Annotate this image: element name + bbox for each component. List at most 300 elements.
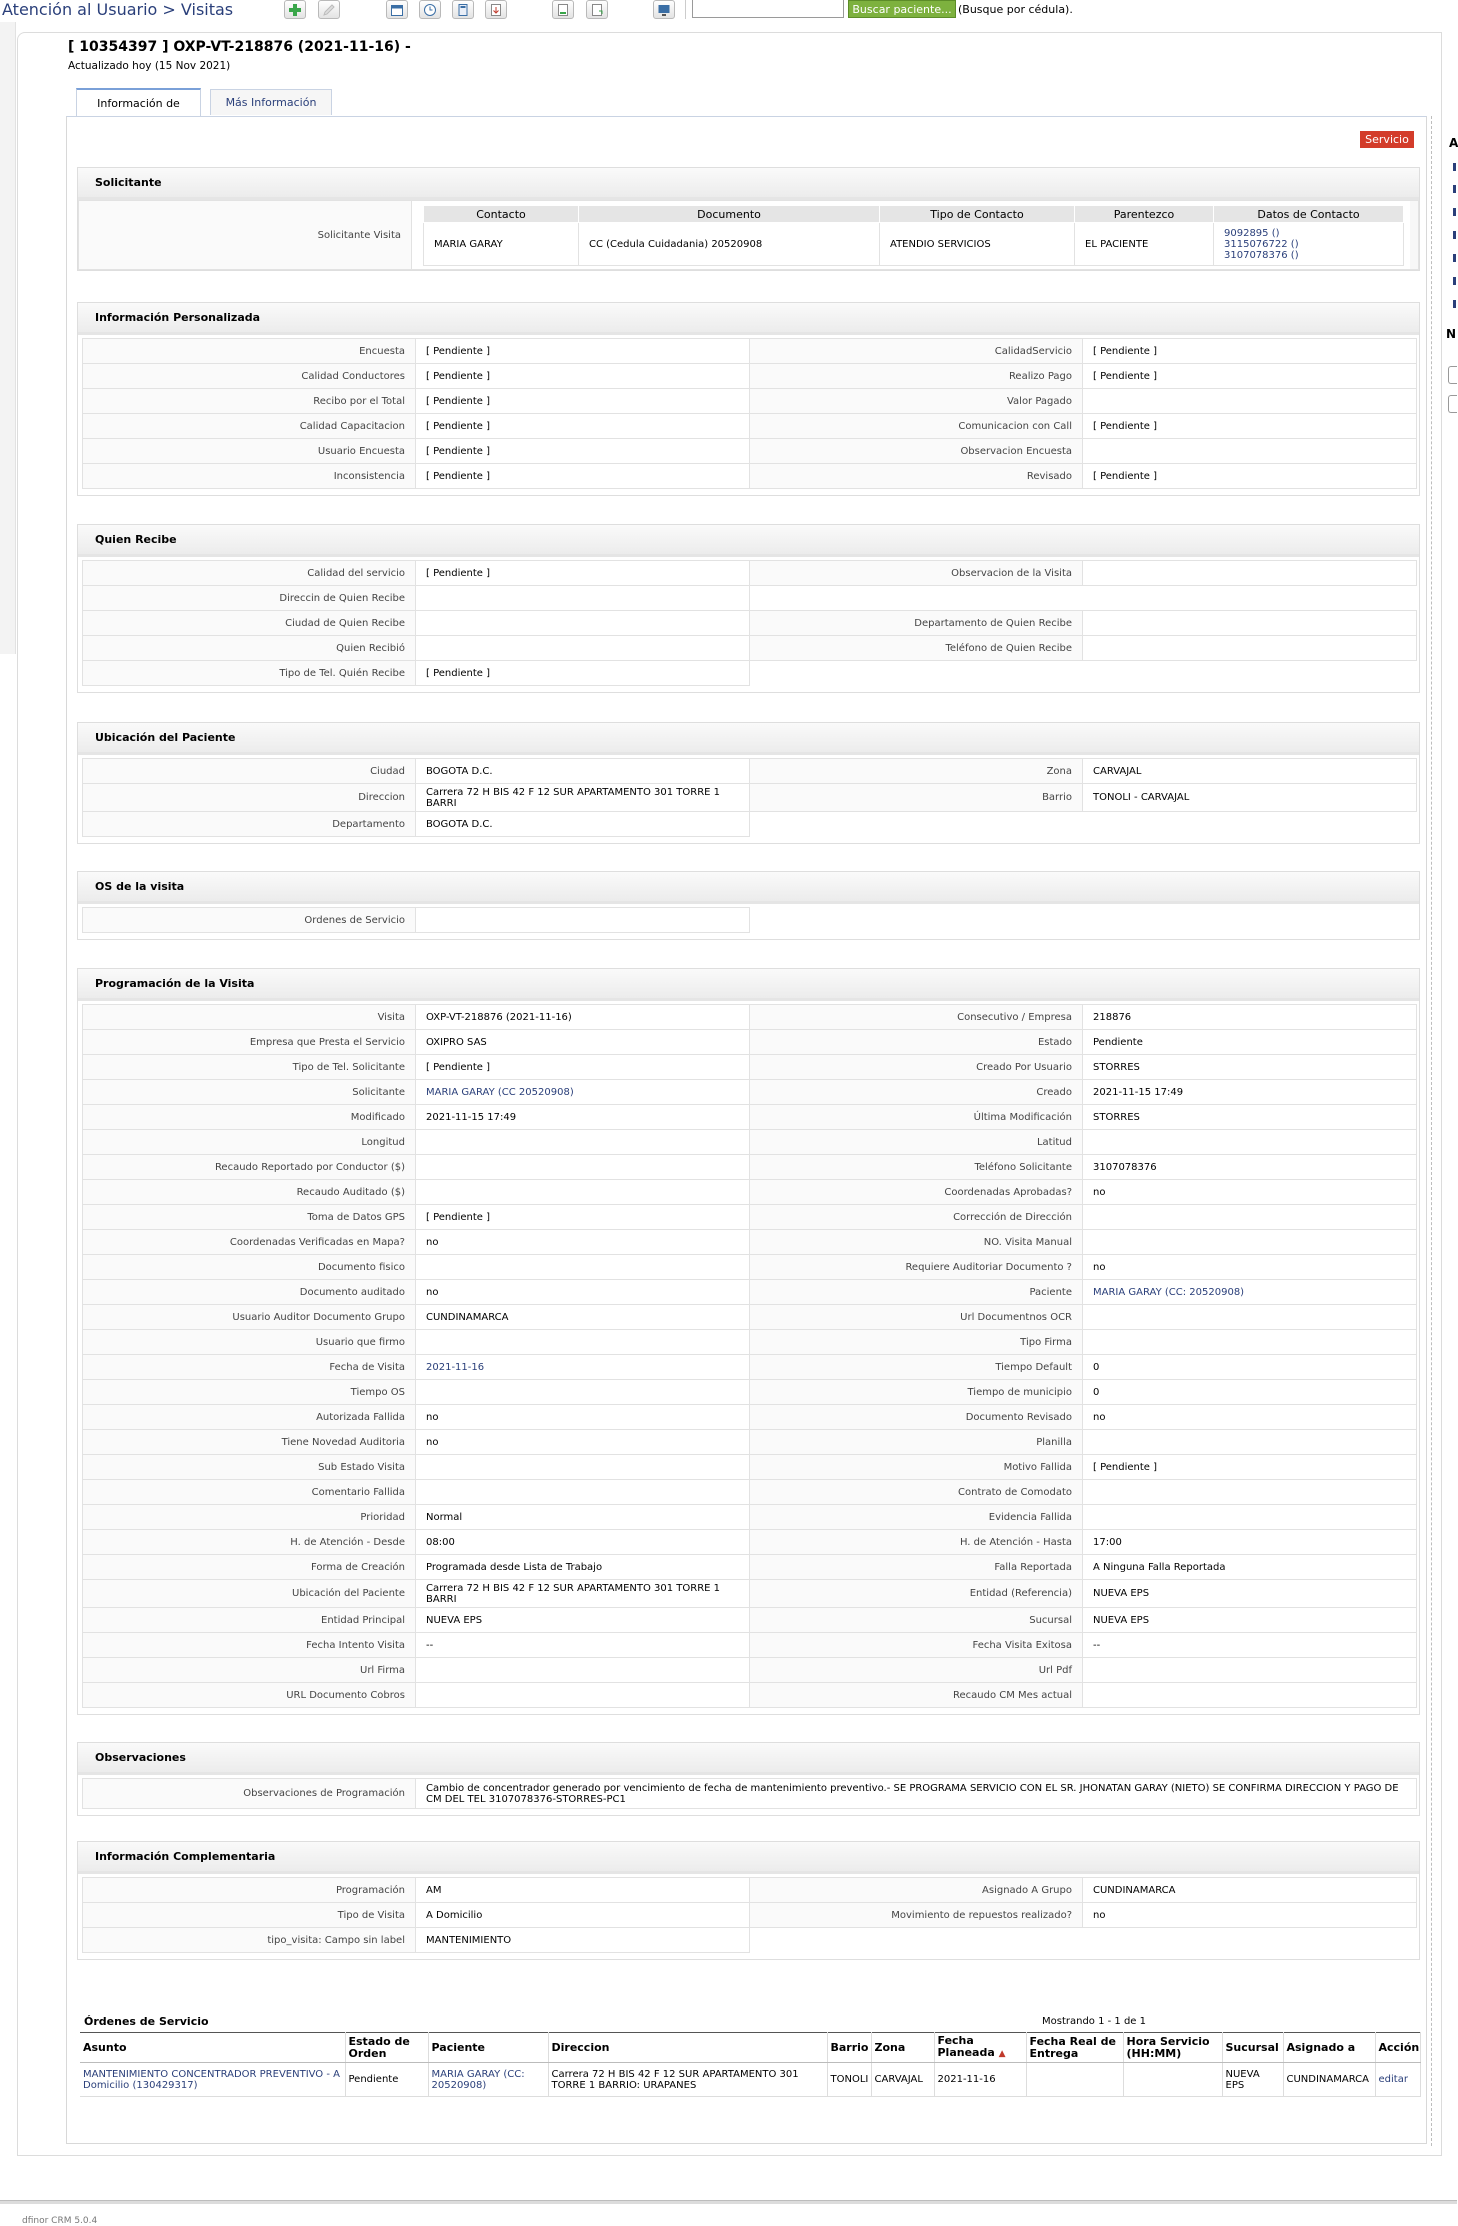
label-creado-por-usuario: Creado Por Usuario bbox=[750, 1055, 1083, 1080]
order-patient-link[interactable]: MARIA GARAY (CC: 20520908) bbox=[428, 2063, 548, 2097]
value-departamento: BOGOTA D.C. bbox=[416, 812, 750, 837]
value-ordenes-de-servicio bbox=[416, 908, 750, 933]
label-toma-de-datos-gps: Toma de Datos GPS bbox=[83, 1205, 416, 1230]
value-contrato-de-comodato bbox=[1083, 1480, 1417, 1505]
value-entidad-principal: NUEVA EPS bbox=[416, 1608, 750, 1633]
value-tiene-novedad-auditoria: no bbox=[416, 1430, 750, 1455]
section-heading: OS de la visita bbox=[78, 872, 1419, 904]
table-row bbox=[83, 611, 1417, 636]
contact-name: MARIA GARAY bbox=[424, 223, 579, 266]
export-icon[interactable] bbox=[552, 0, 574, 19]
column-header-label: Fecha Planeada bbox=[937, 2034, 995, 2059]
value-documento-revisado: no bbox=[1083, 1405, 1417, 1430]
value-tiempo-default: 0 bbox=[1083, 1355, 1417, 1380]
value-url-documento-cobros bbox=[416, 1683, 750, 1708]
calculator-icon[interactable] bbox=[452, 0, 474, 19]
label-observacion-encuesta: Observacion Encuesta bbox=[750, 439, 1083, 464]
solicitante-visita-label: Solicitante Visita bbox=[79, 201, 412, 269]
column-header[interactable]: Paciente bbox=[428, 2033, 548, 2063]
right-panel-heading-n: N bbox=[1446, 327, 1457, 341]
right-panel-link[interactable] bbox=[1453, 185, 1456, 193]
label-programacion: Programación bbox=[83, 1878, 416, 1903]
label-revisado: Revisado bbox=[750, 464, 1083, 489]
table-row bbox=[83, 1903, 1417, 1928]
empty-cell bbox=[750, 661, 1083, 686]
value-consecutivo-empresa: 218876 bbox=[1083, 1005, 1417, 1030]
label-ciudad: Ciudad bbox=[83, 759, 416, 784]
value-zona: CARVAJAL bbox=[1083, 759, 1417, 784]
value-recaudo-cm-mes-actual bbox=[1083, 1683, 1417, 1708]
value-realizo-pago: [ Pendiente ] bbox=[1083, 364, 1417, 389]
label-observacion-de-la-visita: Observacion de la Visita bbox=[750, 561, 1083, 586]
value-calidad-del-servicio: [ Pendiente ] bbox=[416, 561, 750, 586]
section-solicitante bbox=[77, 167, 1420, 271]
value-tiempo-os bbox=[416, 1380, 750, 1405]
label-empresa-que-presta-el-servicio: Empresa que Presta el Servicio bbox=[83, 1030, 416, 1055]
value-estado: Pendiente bbox=[1083, 1030, 1417, 1055]
label-valor-pagado: Valor Pagado bbox=[750, 389, 1083, 414]
label-documento-auditado: Documento auditado bbox=[83, 1280, 416, 1305]
value-asignado-a-grupo: CUNDINAMARCA bbox=[1083, 1878, 1417, 1903]
value-solicitante[interactable]: MARIA GARAY (CC 20520908) bbox=[416, 1080, 750, 1105]
value-usuario-que-firmo bbox=[416, 1330, 750, 1355]
table-row bbox=[83, 1005, 1417, 1030]
value-telefono-solicitante: 3107078376 bbox=[1083, 1155, 1417, 1180]
value-tiempo-de-municipio: 0 bbox=[1083, 1380, 1417, 1405]
table-row bbox=[83, 1355, 1417, 1380]
value-ubicacion-del-paciente: Carrera 72 H BIS 42 F 12 SUR APARTAMENTO 301 TORRE 1 BARRI bbox=[416, 1580, 750, 1608]
left-sidebar-strip bbox=[0, 22, 16, 654]
top-toolbar bbox=[0, 0, 1457, 22]
value-coordenadas-verificadas-en-mapa: no bbox=[416, 1230, 750, 1255]
label-tiempo-os: Tiempo OS bbox=[83, 1380, 416, 1405]
label-telefono-de-quien-recibe: Teléfono de Quien Recibe bbox=[750, 636, 1083, 661]
right-panel-link[interactable] bbox=[1453, 254, 1456, 262]
phone-link[interactable]: 3107078376 () bbox=[1224, 249, 1299, 261]
label-paciente: Paciente bbox=[750, 1280, 1083, 1305]
phone-link[interactable]: 3115076722 () bbox=[1224, 238, 1299, 250]
label-usuario-encuesta: Usuario Encuesta bbox=[83, 439, 416, 464]
value-observacion-encuesta bbox=[1083, 439, 1417, 464]
empty-cell bbox=[750, 812, 1083, 837]
section-heading: Observaciones bbox=[78, 1743, 1419, 1775]
label-estado: Estado bbox=[750, 1030, 1083, 1055]
value-recaudo-auditado bbox=[416, 1180, 750, 1205]
value-entidad-referencia: NUEVA EPS bbox=[1083, 1580, 1417, 1608]
empty-cell bbox=[1083, 586, 1417, 611]
label-barrio: Barrio bbox=[750, 784, 1083, 812]
label-fecha-intento-visita: Fecha Intento Visita bbox=[83, 1633, 416, 1658]
table-row bbox=[83, 1878, 1417, 1903]
table-row bbox=[83, 1130, 1417, 1155]
order-subject-link[interactable]: MANTENIMIENTO CONCENTRADOR PREVENTIVO - A Domicilio (130429317) bbox=[80, 2063, 345, 2097]
label-consecutivo-empresa: Consecutivo / Empresa bbox=[750, 1005, 1083, 1030]
label-tipo-de-tel-quien-recibe: Tipo de Tel. Quién Recibe bbox=[83, 661, 416, 686]
order-barrio: TONOLI bbox=[827, 2063, 871, 2097]
empty-cell bbox=[1083, 1928, 1417, 1953]
column-header[interactable]: Estado de Orden bbox=[345, 2033, 428, 2063]
value-comunicacion-con-call: [ Pendiente ] bbox=[1083, 414, 1417, 439]
value-autorizada-fallida: no bbox=[416, 1405, 750, 1430]
value-programacion: AM bbox=[416, 1878, 750, 1903]
column-header[interactable]: Zona bbox=[871, 2033, 934, 2063]
label-coordenadas-aprobadas: Coordenadas Aprobadas? bbox=[750, 1180, 1083, 1205]
value-recibo-por-el-total: [ Pendiente ] bbox=[416, 389, 750, 414]
right-panel-divider bbox=[1431, 116, 1432, 2146]
field-value: Cambio de concentrador generado por vencimiento de fecha de mantenimiento preventivo.- SE PROGRAMA SERVICIO CON EL SR. JHONATAN GARAY (NIETO) SE CONFIRMA DIRECCION Y PAGO DE CM DEL TEL 3107078376-STORRES-PC1 bbox=[416, 1779, 1417, 1809]
label-creado: Creado bbox=[750, 1080, 1083, 1105]
label-departamento: Departamento bbox=[83, 812, 416, 837]
label-fecha-de-visita: Fecha de Visita bbox=[83, 1355, 416, 1380]
value-calidad-conductores: [ Pendiente ] bbox=[416, 364, 750, 389]
table-row bbox=[83, 1779, 1417, 1809]
label-tiene-novedad-auditoria: Tiene Novedad Auditoria bbox=[83, 1430, 416, 1455]
tab-informacion[interactable]: Información de bbox=[76, 88, 201, 116]
label-coordenadas-verificadas-en-mapa: Coordenadas Verificadas en Mapa? bbox=[83, 1230, 416, 1255]
section-informacion-personalizada bbox=[77, 302, 1420, 496]
order-branch: NUEVA EPS bbox=[1222, 2063, 1283, 2097]
order-delivery-date bbox=[1026, 2063, 1123, 2097]
value-usuario-encuesta: [ Pendiente ] bbox=[416, 439, 750, 464]
column-header: Tipo de Contacto bbox=[880, 206, 1075, 223]
label-usuario-que-firmo: Usuario que firmo bbox=[83, 1330, 416, 1355]
value-barrio: TONOLI - CARVAJAL bbox=[1083, 784, 1417, 812]
label-tiempo-default: Tiempo Default bbox=[750, 1355, 1083, 1380]
table-row bbox=[83, 586, 1417, 611]
value-planilla bbox=[1083, 1430, 1417, 1455]
label-forma-de-creacion: Forma de Creación bbox=[83, 1555, 416, 1580]
value-departamento-de-quien-recibe bbox=[1083, 611, 1417, 636]
label-entidad-referencia: Entidad (Referencia) bbox=[750, 1580, 1083, 1608]
label-comunicacion-con-call: Comunicacion con Call bbox=[750, 414, 1083, 439]
value-paciente[interactable]: MARIA GARAY (CC: 20520908) bbox=[1083, 1280, 1417, 1305]
empty-cell bbox=[1083, 908, 1417, 933]
value-inconsistencia: [ Pendiente ] bbox=[416, 464, 750, 489]
empty-cell bbox=[750, 908, 1083, 933]
column-header: Datos de Contacto bbox=[1214, 206, 1404, 223]
app-title: Atención al Usuario > Visitas bbox=[2, 0, 234, 19]
value-movimiento-de-repuestos-realizado: no bbox=[1083, 1903, 1417, 1928]
label-sub-estado-visita: Sub Estado Visita bbox=[83, 1455, 416, 1480]
tab-mas-informacion[interactable]: Más Información bbox=[210, 89, 332, 115]
table-row bbox=[83, 661, 1417, 686]
value-creado-por-usuario: STORRES bbox=[1083, 1055, 1417, 1080]
right-panel-link[interactable] bbox=[1453, 163, 1456, 171]
label-ubicacion-del-paciente: Ubicación del Paciente bbox=[83, 1580, 416, 1608]
label-latitud: Latitud bbox=[750, 1130, 1083, 1155]
table-row bbox=[83, 1683, 1417, 1708]
column-header[interactable]: Asunto bbox=[80, 2033, 345, 2063]
label-recaudo-reportado-por-conductor: Recaudo Reportado por Conductor ($) bbox=[83, 1155, 416, 1180]
order-assignee: CUNDINAMARCA bbox=[1283, 2063, 1375, 2097]
order-service-time bbox=[1123, 2063, 1222, 2097]
table-row bbox=[83, 1505, 1417, 1530]
search-patient-button[interactable]: Buscar paciente... bbox=[848, 0, 956, 18]
section-heading: Solicitante bbox=[78, 168, 1419, 200]
table-row bbox=[83, 1530, 1417, 1555]
table-row bbox=[83, 1455, 1417, 1480]
table-row bbox=[83, 414, 1417, 439]
value-observacion-de-la-visita bbox=[1083, 561, 1417, 586]
column-header[interactable]: Asignado a bbox=[1283, 2033, 1375, 2063]
label-recaudo-cm-mes-actual: Recaudo CM Mes actual bbox=[750, 1683, 1083, 1708]
label-calidadservicio: CalidadServicio bbox=[750, 339, 1083, 364]
label-tipo-visita-campo-sin-label: tipo_visita: Campo sin label bbox=[83, 1928, 416, 1953]
section-heading: Información Personalizada bbox=[78, 303, 1419, 335]
contact-document: CC (Cedula Cuidadania) 20520908 bbox=[579, 223, 880, 266]
edit-icon[interactable] bbox=[318, 0, 340, 19]
label-ordenes-de-servicio: Ordenes de Servicio bbox=[83, 908, 416, 933]
section-heading: Información Complementaria bbox=[78, 1842, 1419, 1874]
label-movimiento-de-repuestos-realizado: Movimiento de repuestos realizado? bbox=[750, 1903, 1083, 1928]
value-calidadservicio: [ Pendiente ] bbox=[1083, 339, 1417, 364]
value-documento-fisico bbox=[416, 1255, 750, 1280]
order-address: Carrera 72 H BIS 42 F 12 SUR APARTAMENTO 301 TORRE 1 BARRIO: URAPANES bbox=[548, 2063, 827, 2097]
label-requiere-auditoriar-documento: Requiere Auditoriar Documento ? bbox=[750, 1255, 1083, 1280]
contact-phones bbox=[1214, 223, 1404, 266]
value-tipo-de-tel-solicitante: [ Pendiente ] bbox=[416, 1055, 750, 1080]
label-calidad-capacitacion: Calidad Capacitacion bbox=[83, 414, 416, 439]
value-toma-de-datos-gps: [ Pendiente ] bbox=[416, 1205, 750, 1230]
value-ultima-modificacion: STORRES bbox=[1083, 1105, 1417, 1130]
value-documento-auditado: no bbox=[416, 1280, 750, 1305]
empty-cell bbox=[750, 586, 1083, 611]
record-title: [ 10354397 ] OXP-VT-218876 (2021-11-16) - bbox=[68, 39, 411, 55]
value-calidad-capacitacion: [ Pendiente ] bbox=[416, 414, 750, 439]
value-tipo-firma bbox=[1083, 1330, 1417, 1355]
label-evidencia-fallida: Evidencia Fallida bbox=[750, 1505, 1083, 1530]
value-forma-de-creacion: Programada desde Lista de Trabajo bbox=[416, 1555, 750, 1580]
value-falla-reportada: A Ninguna Falla Reportada bbox=[1083, 1555, 1417, 1580]
column-header-sorted[interactable] bbox=[934, 2033, 1026, 2063]
contact-relationship: EL PACIENTE bbox=[1075, 223, 1214, 266]
value-telefono-de-quien-recibe bbox=[1083, 636, 1417, 661]
table-row bbox=[83, 908, 1417, 933]
search-hint: (Busque por cédula). bbox=[958, 3, 1073, 16]
label-documento-revisado: Documento Revisado bbox=[750, 1405, 1083, 1430]
section-programacion-visita bbox=[77, 968, 1420, 1715]
solicitante-row bbox=[78, 200, 1419, 270]
label-quien-recibio: Quien Recibió bbox=[83, 636, 416, 661]
right-panel-input[interactable] bbox=[1448, 366, 1457, 384]
label-asignado-a-grupo: Asignado A Grupo bbox=[750, 1878, 1083, 1903]
label-url-documentnos-ocr: Url Documentnos OCR bbox=[750, 1305, 1083, 1330]
label-falla-reportada: Falla Reportada bbox=[750, 1555, 1083, 1580]
monitor-icon[interactable] bbox=[653, 0, 675, 19]
value-usuario-auditor-documento-grupo: CUNDINAMARCA bbox=[416, 1305, 750, 1330]
table-row bbox=[83, 1305, 1417, 1330]
section-observaciones bbox=[77, 1742, 1420, 1816]
table-row bbox=[83, 1080, 1417, 1105]
value-comentario-fallida bbox=[416, 1480, 750, 1505]
right-panel-checkbox[interactable] bbox=[1448, 395, 1457, 413]
table-row bbox=[83, 339, 1417, 364]
label-url-documento-cobros: URL Documento Cobros bbox=[83, 1683, 416, 1708]
label-tipo-de-visita: Tipo de Visita bbox=[83, 1903, 416, 1928]
table-row bbox=[83, 1255, 1417, 1280]
label-telefono-solicitante: Teléfono Solicitante bbox=[750, 1155, 1083, 1180]
column-header[interactable]: Sucursal bbox=[1222, 2033, 1283, 2063]
label-modificado: Modificado bbox=[83, 1105, 416, 1130]
value-requiere-auditoriar-documento: no bbox=[1083, 1255, 1417, 1280]
table-row bbox=[83, 812, 1417, 837]
label-documento-fisico: Documento fisico bbox=[83, 1255, 416, 1280]
value-h-de-atencion-hasta: 17:00 bbox=[1083, 1530, 1417, 1555]
contact-type: ATENDIO SERVICIOS bbox=[880, 223, 1075, 266]
import-icon[interactable] bbox=[485, 0, 507, 19]
value-direccin-de-quien-recibe bbox=[416, 586, 750, 611]
label-recibo-por-el-total: Recibo por el Total bbox=[83, 389, 416, 414]
column-header[interactable]: Fecha Real de Entrega bbox=[1026, 2033, 1123, 2063]
value-tipo-de-visita: A Domicilio bbox=[416, 1903, 750, 1928]
value-evidencia-fallida bbox=[1083, 1505, 1417, 1530]
order-zona: CARVAJAL bbox=[871, 2063, 934, 2097]
label-tiempo-de-municipio: Tiempo de municipio bbox=[750, 1380, 1083, 1405]
label-no-visita-manual: NO. Visita Manual bbox=[750, 1230, 1083, 1255]
value-direccion: Carrera 72 H BIS 42 F 12 SUR APARTAMENTO 301 TORRE 1 BARRI bbox=[416, 784, 750, 812]
value-prioridad: Normal bbox=[416, 1505, 750, 1530]
value-fecha-intento-visita: -- bbox=[416, 1633, 750, 1658]
order-status: Pendiente bbox=[345, 2063, 428, 2097]
table-row bbox=[83, 1280, 1417, 1305]
label-autorizada-fallida: Autorizada Fallida bbox=[83, 1405, 416, 1430]
table-row bbox=[83, 759, 1417, 784]
value-motivo-fallida: [ Pendiente ] bbox=[1083, 1455, 1417, 1480]
label-inconsistencia: Inconsistencia bbox=[83, 464, 416, 489]
ordenes-title: Órdenes de Servicio bbox=[84, 2014, 209, 2028]
section-ubicacion-paciente bbox=[77, 722, 1420, 844]
label-direccin-de-quien-recibe: Direccin de Quien Recibe bbox=[83, 586, 416, 611]
value-creado: 2021-11-15 17:49 bbox=[1083, 1080, 1417, 1105]
table-row bbox=[83, 1555, 1417, 1580]
label-calidad-conductores: Calidad Conductores bbox=[83, 364, 416, 389]
section-informacion-complementaria bbox=[77, 1841, 1420, 1960]
value-no-visita-manual bbox=[1083, 1230, 1417, 1255]
table-row bbox=[83, 1608, 1417, 1633]
table-row bbox=[83, 1205, 1417, 1230]
value-encuesta: [ Pendiente ] bbox=[416, 339, 750, 364]
section-heading: Ubicación del Paciente bbox=[78, 723, 1419, 755]
calendar-icon[interactable] bbox=[386, 0, 408, 19]
value-sub-estado-visita bbox=[416, 1455, 750, 1480]
column-header: Acción bbox=[1375, 2033, 1420, 2063]
table-row bbox=[83, 464, 1417, 489]
section-heading: Programación de la Visita bbox=[78, 969, 1419, 1001]
label-fecha-visita-exitosa: Fecha Visita Exitosa bbox=[750, 1633, 1083, 1658]
table-row bbox=[83, 364, 1417, 389]
value-tipo-de-tel-quien-recibe: [ Pendiente ] bbox=[416, 661, 750, 686]
right-panel-link[interactable] bbox=[1453, 300, 1456, 308]
table-row bbox=[83, 1180, 1417, 1205]
value-h-de-atencion-desde: 08:00 bbox=[416, 1530, 750, 1555]
table-row bbox=[83, 1055, 1417, 1080]
label-direccion: Direccion bbox=[83, 784, 416, 812]
table-row bbox=[83, 1230, 1417, 1255]
clock-icon[interactable] bbox=[419, 0, 441, 19]
section-os-visita bbox=[77, 871, 1420, 940]
table-row bbox=[83, 636, 1417, 661]
value-coordenadas-aprobadas: no bbox=[1083, 1180, 1417, 1205]
value-latitud bbox=[1083, 1130, 1417, 1155]
solicitante-table bbox=[423, 205, 1404, 266]
value-empresa-que-presta-el-servicio: OXIPRO SAS bbox=[416, 1030, 750, 1055]
empty-cell bbox=[1083, 812, 1417, 837]
table-row bbox=[83, 1480, 1417, 1505]
empty-cell bbox=[1083, 661, 1417, 686]
ordenes-table bbox=[80, 2032, 1421, 2097]
toolbar-divider bbox=[685, 0, 686, 19]
right-panel-link[interactable] bbox=[1453, 277, 1456, 285]
value-quien-recibio bbox=[416, 636, 750, 661]
label-calidad-del-servicio: Calidad del servicio bbox=[83, 561, 416, 586]
right-panel-link[interactable] bbox=[1453, 208, 1456, 216]
export-alt-icon[interactable] bbox=[586, 0, 608, 19]
value-ciudad-de-quien-recibe bbox=[416, 611, 750, 636]
value-url-documentnos-ocr bbox=[1083, 1305, 1417, 1330]
column-header[interactable]: Hora Servicio (HH:MM) bbox=[1123, 2033, 1222, 2063]
label-longitud: Longitud bbox=[83, 1130, 416, 1155]
label-departamento-de-quien-recibe: Departamento de Quien Recibe bbox=[750, 611, 1083, 636]
table-row bbox=[83, 1030, 1417, 1055]
phone-link[interactable]: 9092895 () bbox=[1224, 227, 1280, 239]
label-comentario-fallida: Comentario Fallida bbox=[83, 1480, 416, 1505]
value-fecha-de-visita[interactable]: 2021-11-16 bbox=[416, 1355, 750, 1380]
label-solicitante: Solicitante bbox=[83, 1080, 416, 1105]
value-correccion-de-direccion bbox=[1083, 1205, 1417, 1230]
value-visita: OXP-VT-218876 (2021-11-16) bbox=[416, 1005, 750, 1030]
label-tipo-firma: Tipo Firma bbox=[750, 1330, 1083, 1355]
table-row bbox=[83, 1105, 1417, 1130]
label-sucursal: Sucursal bbox=[750, 1608, 1083, 1633]
table-row bbox=[83, 784, 1417, 812]
section-quien-recibe bbox=[77, 524, 1420, 693]
column-header: Documento bbox=[579, 206, 880, 223]
value-ciudad: BOGOTA D.C. bbox=[416, 759, 750, 784]
label-url-pdf: Url Pdf bbox=[750, 1658, 1083, 1683]
ordenes-servicio bbox=[80, 2010, 1420, 2097]
table-row bbox=[424, 223, 1404, 266]
right-panel-link[interactable] bbox=[1453, 231, 1456, 239]
service-badge: Servicio bbox=[1360, 131, 1414, 148]
value-url-firma bbox=[416, 1658, 750, 1683]
table-row bbox=[83, 1405, 1417, 1430]
table-row bbox=[83, 1430, 1417, 1455]
label-motivo-fallida: Motivo Fallida bbox=[750, 1455, 1083, 1480]
label-h-de-atencion-hasta: H. de Atención - Hasta bbox=[750, 1530, 1083, 1555]
add-icon[interactable] bbox=[284, 0, 306, 19]
label-visita: Visita bbox=[83, 1005, 416, 1030]
label-realizo-pago: Realizo Pago bbox=[750, 364, 1083, 389]
record-updated: Actualizado hoy (15 Nov 2021) bbox=[68, 60, 231, 72]
value-sucursal: NUEVA EPS bbox=[1083, 1608, 1417, 1633]
value-longitud bbox=[416, 1130, 750, 1155]
table-row bbox=[83, 1658, 1417, 1683]
column-header[interactable]: Barrio bbox=[827, 2033, 871, 2063]
label-prioridad: Prioridad bbox=[83, 1505, 416, 1530]
table-row bbox=[83, 439, 1417, 464]
search-input[interactable] bbox=[692, 0, 844, 18]
column-header[interactable]: Direccion bbox=[548, 2033, 827, 2063]
field-label: Observaciones de Programación bbox=[83, 1779, 416, 1809]
label-h-de-atencion-desde: H. de Atención - Desde bbox=[83, 1530, 416, 1555]
column-header: Parentezco bbox=[1075, 206, 1214, 223]
sort-ascending-icon: ▲ bbox=[998, 2049, 1006, 2059]
edit-order-link[interactable]: editar bbox=[1375, 2063, 1420, 2097]
table-row bbox=[83, 1580, 1417, 1608]
order-planned-date: 2021-11-16 bbox=[934, 2063, 1026, 2097]
label-contrato-de-comodato: Contrato de Comodato bbox=[750, 1480, 1083, 1505]
label-entidad-principal: Entidad Principal bbox=[83, 1608, 416, 1633]
